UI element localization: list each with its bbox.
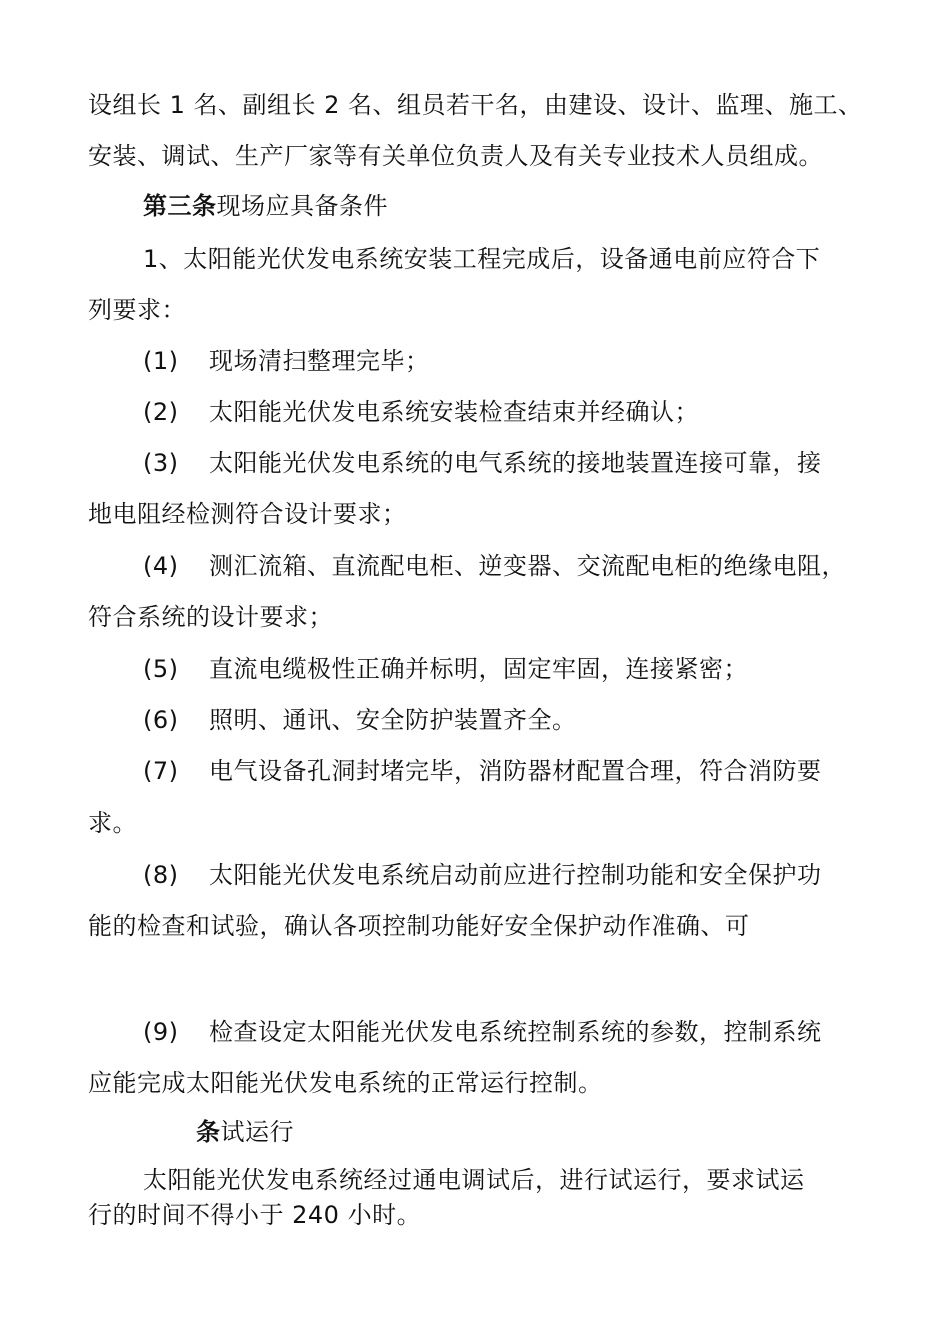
item-text: 照明、通讯、安全防护装置齐全。 (209, 706, 577, 734)
list-item (143, 756, 822, 786)
item-number: (7) (143, 757, 179, 785)
article-title: 现场应具备条件 (216, 192, 388, 220)
item-continuation: 地电阻经检测符合设计要求； (88, 500, 407, 528)
item-number: (3) (143, 449, 179, 477)
list-item (143, 448, 822, 478)
item-text: 电气设备孔洞封堵完毕，消防器材配置合理，符合消防要 (209, 757, 822, 785)
paragraph-line: 设组长 1 名、副组长 2 名、组员若干名，由建设、设计、监理、施工、 (88, 91, 863, 119)
list-item (143, 1017, 822, 1047)
paragraph-line: 太阳能光伏发电系统经过通电调试后，进行试运行，要求试运 (143, 1166, 805, 1194)
item-number: (2) (143, 398, 179, 426)
list-item (143, 654, 748, 684)
item-number: (1) (143, 347, 179, 375)
paragraph-line: 安装、调试、生产厂家等有关单位负责人及有关专业技术人员组成。 (88, 142, 823, 170)
item-continuation: 能的检查和试验，确认各项控制功能好安全保护动作准确、可 (88, 912, 750, 940)
item-text: 测汇流箱、直流配电柜、逆变器、交流配电柜的绝缘电阻， (209, 552, 846, 580)
item-text: 太阳能光伏发电系统的电气系统的接地装置连接可靠，接 (209, 449, 822, 477)
item-text: 太阳能光伏发电系统启动前应进行控制功能和安全保护功 (209, 861, 822, 889)
item-number: (9) (143, 1018, 179, 1046)
list-item (143, 346, 430, 376)
item-text: 现场清扫整理完毕； (209, 347, 430, 375)
paragraph-line: 列要求： (88, 296, 186, 324)
list-item (143, 860, 822, 890)
item-continuation: 符合系统的设计要求； (88, 603, 333, 631)
item-continuation: 求。 (88, 809, 137, 837)
list-item (143, 397, 699, 427)
article-heading (196, 1117, 294, 1147)
item-number: (8) (143, 861, 179, 889)
article-title: 试运行 (220, 1118, 294, 1146)
article-heading (143, 191, 388, 221)
paragraph-line: 行的时间不得小于 240 小时。 (88, 1201, 422, 1229)
list-item (143, 551, 846, 581)
article-number: 第三条 (143, 192, 217, 220)
item-continuation: 应能完成太阳能光伏发电系统的正常运行控制。 (88, 1069, 603, 1097)
item-number: (6) (143, 706, 179, 734)
item-text: 太阳能光伏发电系统安装检查结束并经确认； (209, 398, 699, 426)
item-text: 检查设定太阳能光伏发电系统控制系统的参数，控制系统 (209, 1018, 822, 1046)
article-number: 条 (196, 1118, 221, 1146)
item-text: 直流电缆极性正确并标明，固定牢固，连接紧密； (209, 655, 748, 683)
list-item (143, 705, 577, 735)
item-number: (5) (143, 655, 179, 683)
item-number: (4) (143, 552, 179, 580)
paragraph-line: 1、太阳能光伏发电系统安装工程完成后，设备通电前应符合下 (143, 245, 821, 273)
